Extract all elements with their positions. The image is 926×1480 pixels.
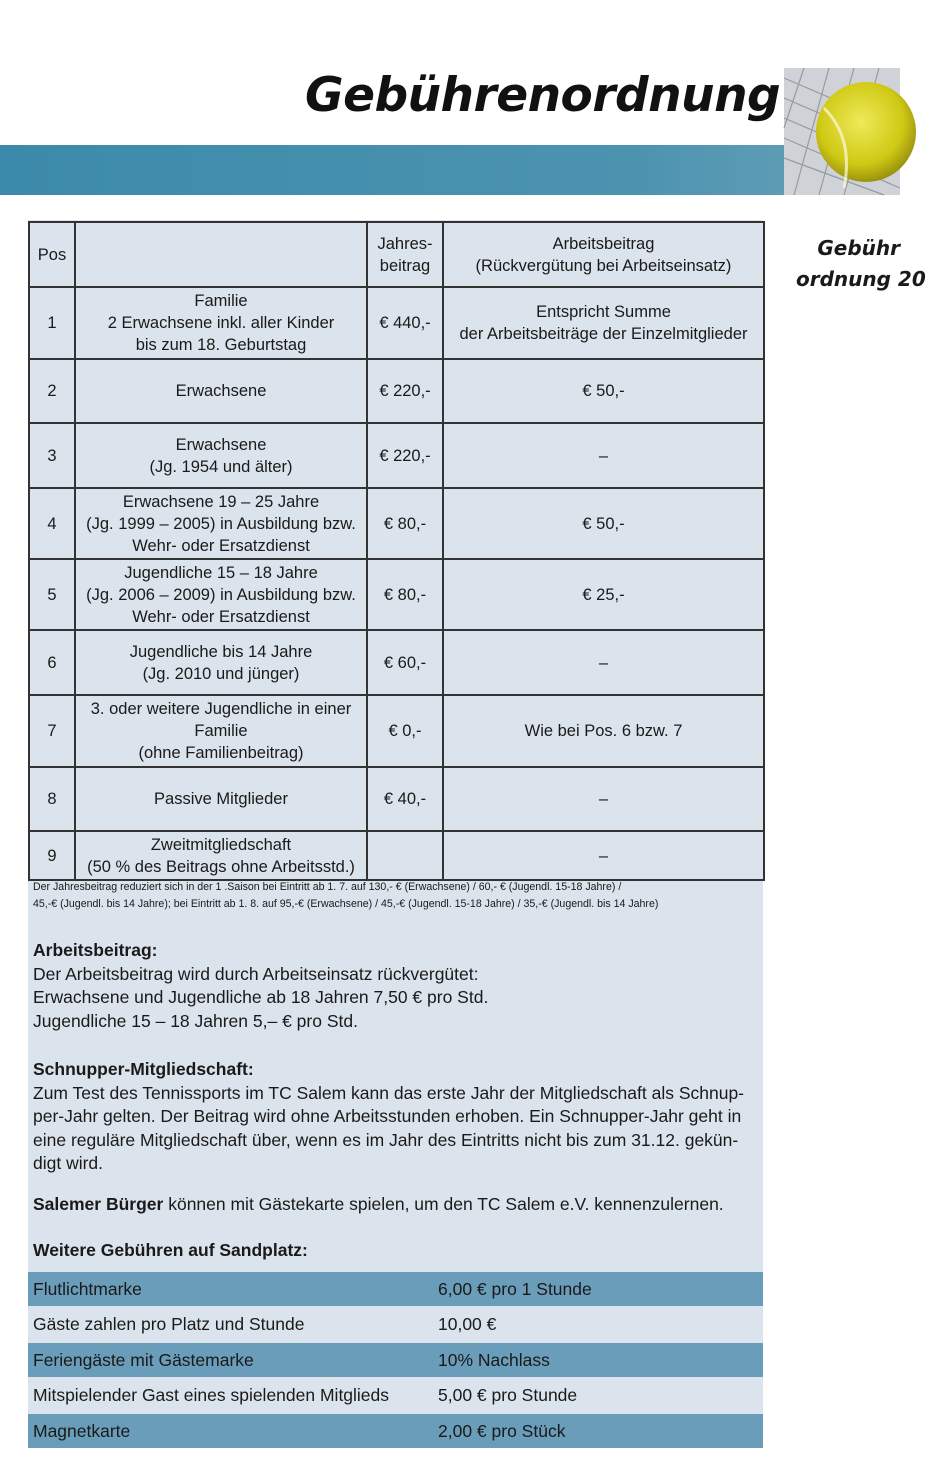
extra-fee-price: 6,00 € pro 1 Stunde: [438, 1278, 592, 1299]
side-note-line: ordnung 20: [796, 267, 926, 291]
section-line: digt wird.: [33, 1153, 104, 1173]
cell-work: € 50,-: [443, 359, 764, 423]
table-row: [29, 695, 764, 767]
cell-work: –: [443, 767, 764, 831]
extra-fee-name: Mitspielender Gast eines spielenden Mitglieds: [33, 1385, 390, 1406]
section-heading: Schnupper-Mitgliedschaft:: [33, 1059, 254, 1079]
cell-desc: Erwachsene: [75, 359, 367, 423]
cell-pos: 6: [29, 630, 75, 695]
footnote: Der Jahresbeitrag reduziert sich in der 1 .Saison bei Eintritt ab 1. 7. auf 130,- € (Erwachsene) / 60,- € (Jugendl. 15-18 Jahre) / 45,-€ (Jugendl. bis 14 Jahre); bei Eintritt ab 1. 8. auf 95,-€ (Erwachsene) / 45,-€ (Jugendl. 15-18 Jahre) / 35,-€ (Jugendl. bis 14 Jahre): [33, 881, 659, 910]
cell-pos: 7: [29, 695, 75, 767]
cell-desc: Erwachsene (Jg. 1954 und älter): [75, 423, 367, 488]
section-line: Zum Test des Tennissports im TC Salem kann das erste Jahr der Mitgliedschaft als Schnup-: [33, 1082, 745, 1103]
cell-pos: 3: [29, 423, 75, 488]
cell-work: –: [443, 831, 764, 880]
extra-fee-name: Gäste zahlen pro Platz und Stunde: [33, 1314, 305, 1335]
section-line: Der Arbeitsbeitrag wird durch Arbeitseinsatz rückvergütet:: [33, 963, 479, 984]
cell-fee: € 40,-: [367, 767, 443, 831]
cell-desc: Familie 2 Erwachsene inkl. aller Kinder bis zum 18. Geburtstag: [75, 287, 367, 359]
header-desc: [75, 222, 367, 287]
cell-work: Wie bei Pos. 6 bzw. 7: [443, 695, 764, 767]
cell-pos: 9: [29, 831, 75, 880]
cell-pos: 1: [29, 287, 75, 359]
extra-fee-row: [28, 1343, 763, 1377]
cell-fee: € 80,-: [367, 559, 443, 630]
tennis-ball-racket-icon: [784, 68, 900, 195]
arbeitsbeitrag-section: [33, 939, 758, 1033]
cell-fee: € 0,-: [367, 695, 443, 767]
cell-pos: 4: [29, 488, 75, 559]
table-row: [29, 287, 764, 359]
extra-fee-name: Magnetkarte: [33, 1420, 131, 1441]
cell-fee: € 220,-: [367, 423, 443, 488]
extra-fee-price: 10,00 €: [438, 1314, 497, 1335]
extra-fee-price: 5,00 € pro Stunde: [438, 1385, 578, 1406]
section-line: Jugendliche 15 – 18 Jahren 5,– € pro Std.: [33, 1010, 358, 1031]
cell-fee: € 80,-: [367, 488, 443, 559]
salemer-text: können mit Gästekarte spielen, um den TC Salem e.V. kennenzulernen.: [163, 1194, 724, 1214]
cell-desc: Zweitmitgliedschaft (50 % des Beitrags ohne Arbeitsstd.): [75, 831, 367, 880]
table-row: [29, 767, 764, 831]
cell-work: € 25,-: [443, 559, 764, 630]
weitere-heading: Weitere Gebühren auf Sandplatz:: [33, 1240, 308, 1260]
salemer-section: [33, 1193, 758, 1217]
extra-fee-name: Feriengäste mit Gästemarke: [33, 1349, 254, 1370]
cell-work: Entspricht Summe der Arbeitsbeiträge der Einzelmitglieder: [443, 287, 764, 359]
table-row: [29, 423, 764, 488]
schnupper-section: [33, 1058, 758, 1176]
cell-work: –: [443, 423, 764, 488]
cell-pos: 5: [29, 559, 75, 630]
cell-fee: € 220,-: [367, 359, 443, 423]
cell-desc: 3. oder weitere Jugendliche in einer Familie (ohne Familienbeitrag): [75, 695, 367, 767]
cell-desc: Erwachsene 19 – 25 Jahre (Jg. 1999 – 2005) in Ausbildung bzw. Wehr- oder Ersatzdienst: [75, 488, 367, 559]
cell-fee: [367, 831, 443, 880]
header-fee: Jahres- beitrag: [367, 222, 443, 287]
side-note: [796, 233, 926, 295]
cell-pos: 2: [29, 359, 75, 423]
side-note-line: Gebühr: [817, 236, 900, 260]
header-pos: Pos: [29, 222, 75, 287]
extra-fee-price: 2,00 € pro Stück: [438, 1420, 566, 1441]
page-title: Gebührenordnung: [305, 68, 781, 123]
header-band: [0, 145, 900, 195]
extra-fee-price: 10% Nachlass: [438, 1349, 550, 1370]
table-row: [29, 831, 764, 880]
extra-fee-row: [28, 1308, 763, 1342]
cell-fee: € 60,-: [367, 630, 443, 695]
table-row: [29, 630, 764, 695]
cell-work: –: [443, 630, 764, 695]
extra-fees-table: [28, 1272, 763, 1450]
table-row: [29, 559, 764, 630]
table-header-row: [29, 222, 764, 287]
cell-work: € 50,-: [443, 488, 764, 559]
cell-desc: Jugendliche 15 – 18 Jahre (Jg. 2006 – 2009) in Ausbildung bzw. Wehr- oder Ersatzdienst: [75, 559, 367, 630]
table-row: [29, 359, 764, 423]
salemer-bold: Salemer Bürger: [33, 1194, 164, 1214]
extra-fee-name: Flutlichtmarke: [33, 1278, 142, 1299]
cell-fee: € 440,-: [367, 287, 443, 359]
weitere-heading-block: [33, 1239, 758, 1263]
header-work: Arbeitsbeitrag (Rückvergütung bei Arbeitseinsatz): [443, 222, 764, 287]
extra-fee-row: [28, 1414, 763, 1448]
table-row: [29, 488, 764, 559]
cell-desc: Passive Mitglieder: [75, 767, 367, 831]
fee-table: [28, 221, 765, 881]
section-line: eine reguläre Mitgliedschaft über, wenn es im Jahr des Eintritts nicht bis zum 31.12. gekün-: [33, 1129, 739, 1150]
cell-pos: 8: [29, 767, 75, 831]
section-line: Erwachsene und Jugendliche ab 18 Jahren 7,50 € pro Std.: [33, 987, 489, 1007]
cell-desc: Jugendliche bis 14 Jahre (Jg. 2010 und jünger): [75, 630, 367, 695]
extra-fee-row: [28, 1379, 763, 1413]
section-heading: Arbeitsbeitrag:: [33, 940, 158, 960]
section-line: per-Jahr gelten. Der Beitrag wird ohne Arbeitsstunden erhoben. Ein Schnupper-Jahr geht in: [33, 1106, 742, 1126]
extra-fee-row: [28, 1272, 763, 1306]
